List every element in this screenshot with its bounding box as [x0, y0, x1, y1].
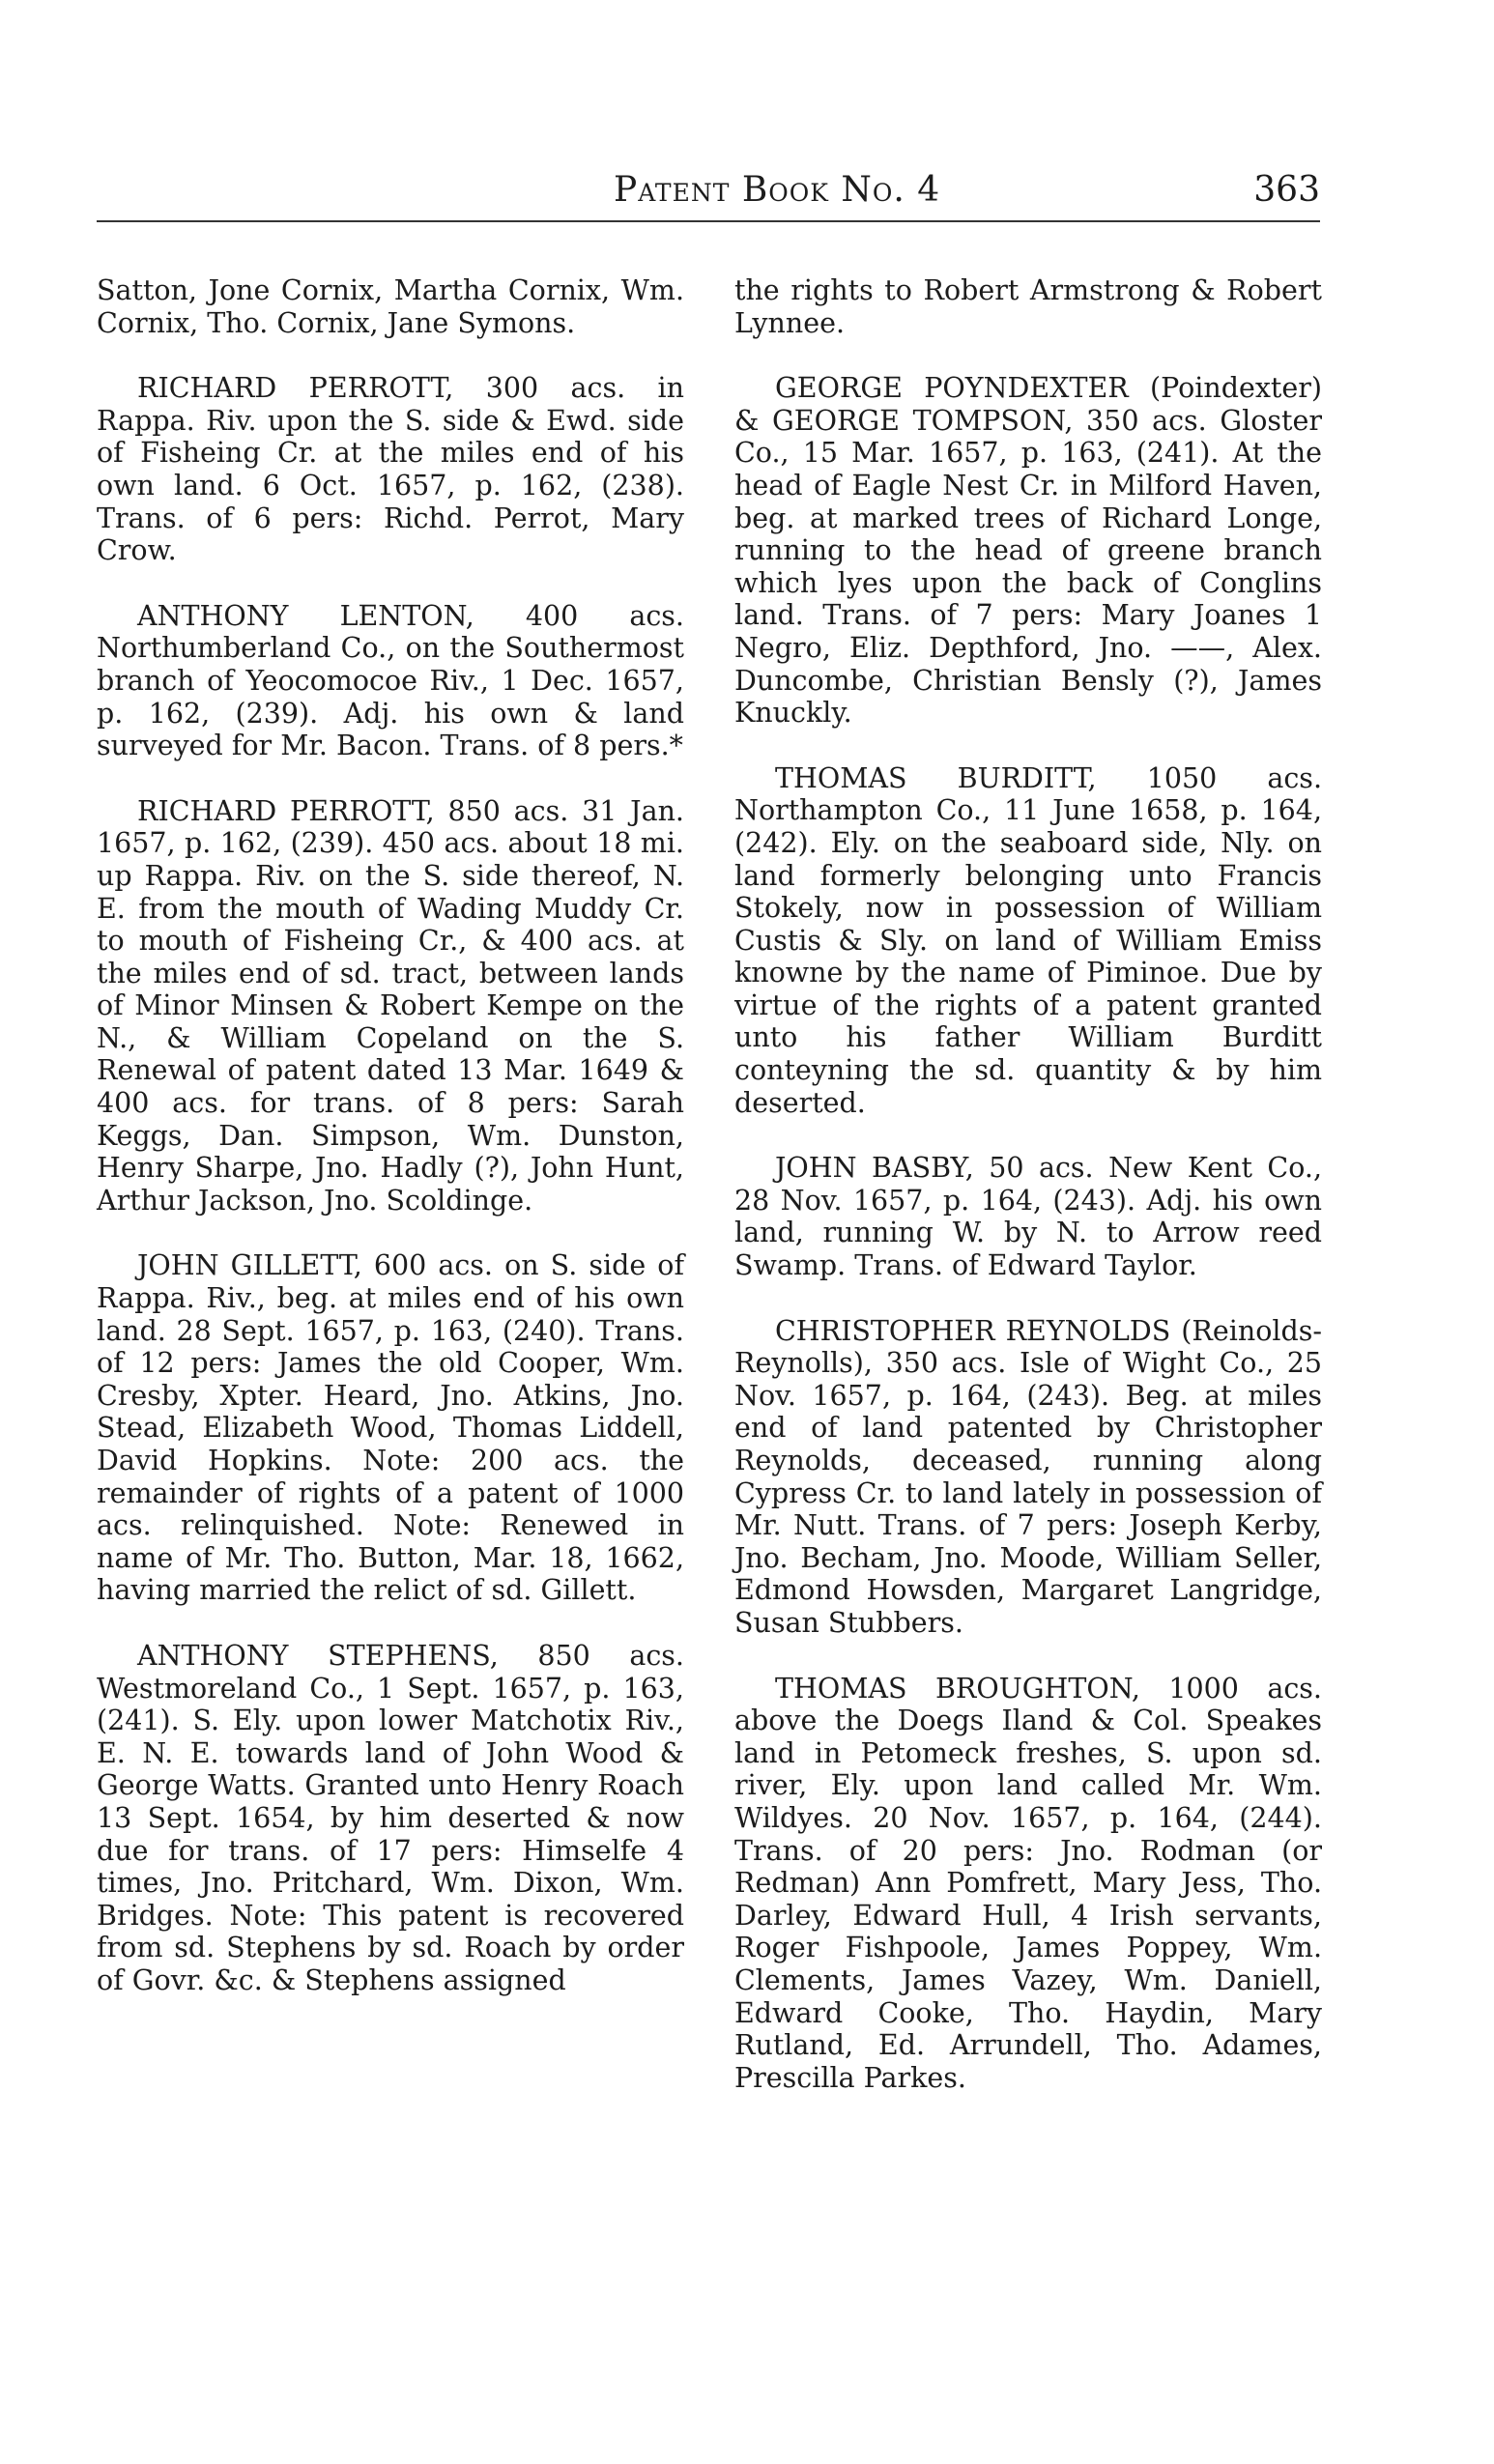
patent-entry: THOMAS BROUGHTON, 1000 acs. above the Doegs Iland & Col. Speakes land in Petomeck freshes, S. upon sd. river, Ely. upon land called Mr. Wm. Wildyes. 20 Nov. 1657, p. 164, (244). Trans. of 20 pers: Jno. Rodman (or Redman) Ann Pomfrett, Mary Jess, Tho. Darley, Edward Hull, 4 Irish servants, Roger Fishpoole, James Poppey, Wm. Clements, James Vazey, Wm. Daniell, Edward Cooke, Tho. Haydin, Mary Rutland, Ed. Arrundell, Tho. Adames, Prescilla Parkes. — [734, 1672, 1322, 2094]
header-rule — [97, 220, 1320, 222]
left-column — [97, 274, 684, 2030]
patent-entry: CHRISTOPHER REYNOLDS (Reinolds-Reynolls), 350 acs. Isle of Wight Co., 25 Nov. 1657, p. 164, (243). Beg. at miles end of land patented by Christopher Reynolds, deceased, running along Cypress Cr. to land lately in possession of Mr. Nutt. Trans. of 7 pers: Joseph Kerby, Jno. Becham, Jno. Moode, William Seller, Edmond Howsden, Margaret Langridge, Susan Stubbers. — [734, 1314, 1322, 1639]
patent-entry: RICHARD PERROTT, 300 acs. in Rappa. Riv. upon the S. side & Ewd. side of Fisheing Cr. at the miles end of his own land. 6 Oct. 1657, p. 162, (238). Trans. of 6 pers: Richd. Perrot, Mary Crow. — [97, 372, 684, 567]
page-number: 363 — [1253, 170, 1320, 210]
patent-entry: ANTHONY LENTON, 400 acs. Northumberland Co., on the Southermost branch of Yeocomocoe Riv., 1 Dec. 1657, p. 162, (239). Adj. his own & land surveyed for Mr. Bacon. Trans. of 8 pers.* — [97, 599, 684, 762]
patent-entry: GEORGE POYNDEXTER (Poindexter) & GEORGE TOMPSON, 350 acs. Gloster Co., 15 Mar. 1657, p. 163, (241). At the head of Eagle Nest Cr. in Milford Haven, beg. at marked trees of Richard Longe, running to the head of greene branch which lyes upon the back of Conglins land. Trans. of 7 pers: Mary Joanes 1 Negro, Eliz. Depthford, Jno. ——, Alex. Duncombe, Christian Bensly (?), James Knuckly. — [734, 372, 1322, 730]
patent-entry: JOHN GILLETT, 600 acs. on S. side of Rappa. Riv., beg. at miles end of his own land. 28 Sept. 1657, p. 163, (240). Trans. of 12 pers: James the old Cooper, Wm. Cresby, Xpter. Heard, Jno. Atkins, Jno. Stead, Elizabeth Wood, Thomas Liddell, David Hopkins. Note: 200 acs. the remainder of rights of a patent of 1000 acs. relinquished. Note: Renewed in name of Mr. Tho. Button, Mar. 18, 1662, having married the relict of sd. Gillett. — [97, 1249, 684, 1607]
patent-entry: THOMAS BURDITT, 1050 acs. Northampton Co., 11 June 1658, p. 164, (242). Ely. on the seaboard side, Nly. on land formerly belonging unto Francis Stokely, now in possession of William Custis & Sly. on land of William Emiss knowne by the name of Piminoe. Due by virtue of the rights of a patent granted unto his father William Burditt conteyning the sd. quantity & by him deserted. — [734, 761, 1322, 1119]
right-column — [734, 274, 1322, 2127]
patent-entry: JOHN BASBY, 50 acs. New Kent Co., 28 Nov. 1657, p. 164, (243). Adj. his own land, running W. by N. to Arrow reed Swamp. Trans. of Edward Taylor. — [734, 1152, 1322, 1282]
running-title: Patent Book No. 4 — [614, 170, 941, 210]
patent-entry: ANTHONY STEPHENS, 850 acs. Westmoreland Co., 1 Sept. 1657, p. 163, (241). S. Ely. upon lower Matchotix Riv., E. N. E. towards land of John Wood & George Watts. Granted unto Henry Roach 13 Sept. 1654, by him deserted & now due for trans. of 17 pers: Himselfe 4 times, Jno. Pritchard, Wm. Dixon, Wm. Bridges. Note: This patent is recovered from sd. Stephens by sd. Roach by order of Govr. &c. & Stephens assigned — [97, 1639, 684, 1996]
patent-entry: RICHARD PERROTT, 850 acs. 31 Jan. 1657, p. 162, (239). 450 acs. about 18 mi. up Rappa. Riv. on the S. side thereof, N. E. from the mouth of Wading Muddy Cr. to mouth of Fisheing Cr., & 400 acs. at the miles end of sd. tract, between lands of Minor Minsen & Robert Kempe on the N., & William Copeland on the S. Renewal of patent dated 13 Mar. 1649 & 400 acs. for trans. of 8 pers: Sarah Keggs, Dan. Simpson, Wm. Dunston, Henry Sharpe, Jno. Hadly (?), John Hunt, Arthur Jackson, Jno. Scoldinge. — [97, 794, 684, 1217]
paragraph-continuation: Satton, Jone Cornix, Martha Cornix, Wm. Cornix, Tho. Cornix, Jane Symons. — [97, 274, 684, 339]
page-header — [97, 170, 1320, 218]
paragraph-continuation: the rights to Robert Armstrong & Robert Lynnee. — [734, 274, 1322, 339]
